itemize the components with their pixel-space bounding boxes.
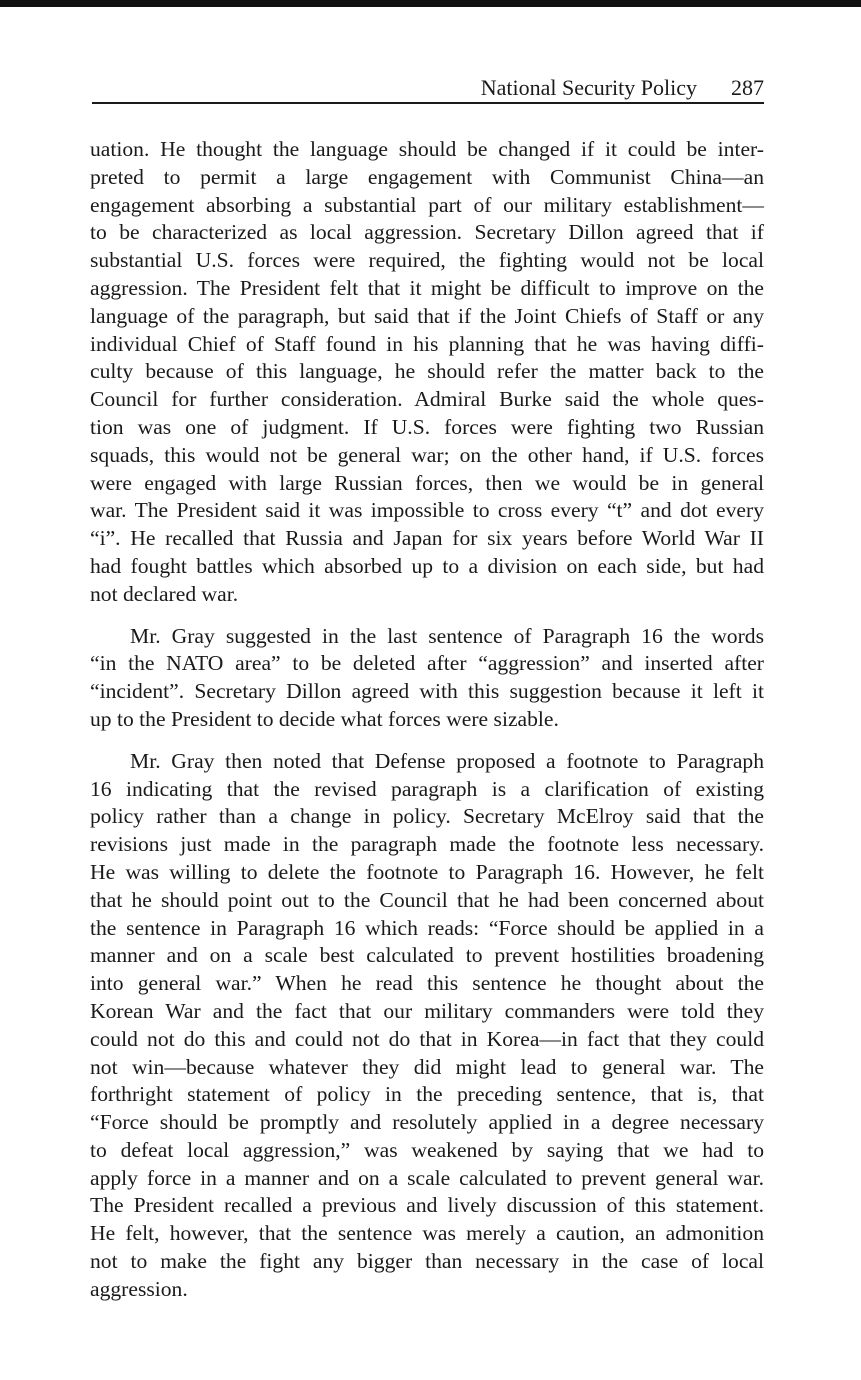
text-line: preted to permit a large engagement with Communist China—an [90, 164, 764, 189]
text-line: “incident”. Secretary Dillon agreed with this suggestion because it left it [90, 679, 764, 704]
text-line: individual Chief of Staff found in his planning that he was having diffi- [90, 331, 764, 356]
text-line: not to make the fight any bigger than necessary in the case of local [90, 1249, 764, 1274]
text-line: “Force should be promptly and resolutely applied in a degree necessary [90, 1110, 764, 1135]
text-line: tion was one of judgment. If U.S. forces were fighting two Russian [90, 414, 764, 439]
text-line: 16 indicating that the revised paragraph is a clarification of existing [90, 776, 764, 801]
text-line: up to the President to decide what forces were sizable. [90, 706, 559, 731]
text-line: aggression. [90, 1276, 188, 1301]
text-line: culty because of this language, he should refer the matter back to the [90, 359, 764, 384]
text-line: policy rather than a change in policy. Secretary McElroy said that the [90, 804, 764, 829]
body-text [90, 136, 764, 1304]
text-line: “i”. He recalled that Russia and Japan for six years before World War II [90, 526, 764, 551]
text-line: He was willing to delete the footnote to Paragraph 16. However, he felt [90, 859, 764, 884]
text-line: Mr. Gray then noted that Defense proposed a footnote to Paragraph [130, 748, 764, 773]
text-line: manner and on a scale best calculated to prevent hostilities broadening [90, 943, 764, 968]
paragraph-1 [90, 136, 764, 609]
text-line: Council for further consideration. Admiral Burke said the whole ques- [90, 387, 764, 412]
top-edge-rule [0, 0, 861, 7]
text-line: had fought battles which absorbed up to a division on each side, but had [90, 553, 764, 578]
text-line: aggression. The President felt that it might be difficult to improve on the [90, 275, 764, 300]
text-line: The President recalled a previous and lively discussion of this statement. [90, 1193, 764, 1218]
text-line: to defeat local aggression,” was weakened by saying that we had to [90, 1137, 764, 1162]
running-header [92, 70, 764, 104]
paragraph-2 [90, 623, 764, 734]
text-line: apply force in a manner and on a scale calculated to prevent general war. [90, 1165, 764, 1190]
text-line: He felt, however, that the sentence was merely a caution, an admonition [90, 1221, 764, 1246]
text-line: revisions just made in the paragraph made the footnote less necessary. [90, 832, 764, 857]
text-line: were engaged with large Russian forces, then we would be in general [90, 470, 764, 495]
text-line: could not do this and could not do that in Korea—in fact that they could [90, 1026, 764, 1051]
paragraph-3 [90, 748, 764, 1304]
text-line: engagement absorbing a substantial part of our military establishment— [90, 192, 764, 217]
text-line: the sentence in Paragraph 16 which reads: “Force should be applied in a [90, 915, 764, 940]
text-line: into general war.” When he read this sentence he thought about the [90, 971, 764, 996]
text-line: language of the paragraph, but said that if the Joint Chiefs of Staff or any [90, 303, 764, 328]
text-line: Korean War and the fact that our military commanders were told they [90, 998, 764, 1023]
text-line: “in the NATO area” to be deleted after “aggression” and inserted after [90, 651, 764, 676]
text-line: to be characterized as local aggression. Secretary Dillon agreed that if [90, 220, 764, 245]
text-line: that he should point out to the Council that he had been concerned about [90, 887, 764, 912]
text-line: not declared war. [90, 581, 239, 606]
page-number: 287 [731, 75, 764, 100]
running-title: National Security Policy [480, 75, 697, 100]
text-line: not win—because whatever they did might lead to general war. The [90, 1054, 764, 1079]
text-line: substantial U.S. forces were required, the fighting would not be local [90, 248, 764, 273]
text-line: Mr. Gray suggested in the last sentence of Paragraph 16 the words [130, 623, 764, 648]
text-line: forthright statement of policy in the preceding sentence, that is, that [90, 1082, 764, 1107]
text-line: squads, this would not be general war; on the other hand, if U.S. forces [90, 442, 764, 467]
text-line: uation. He thought the language should be changed if it could be inter- [90, 137, 764, 161]
text-line: war. The President said it was impossible to cross every “t” and dot every [90, 498, 764, 523]
